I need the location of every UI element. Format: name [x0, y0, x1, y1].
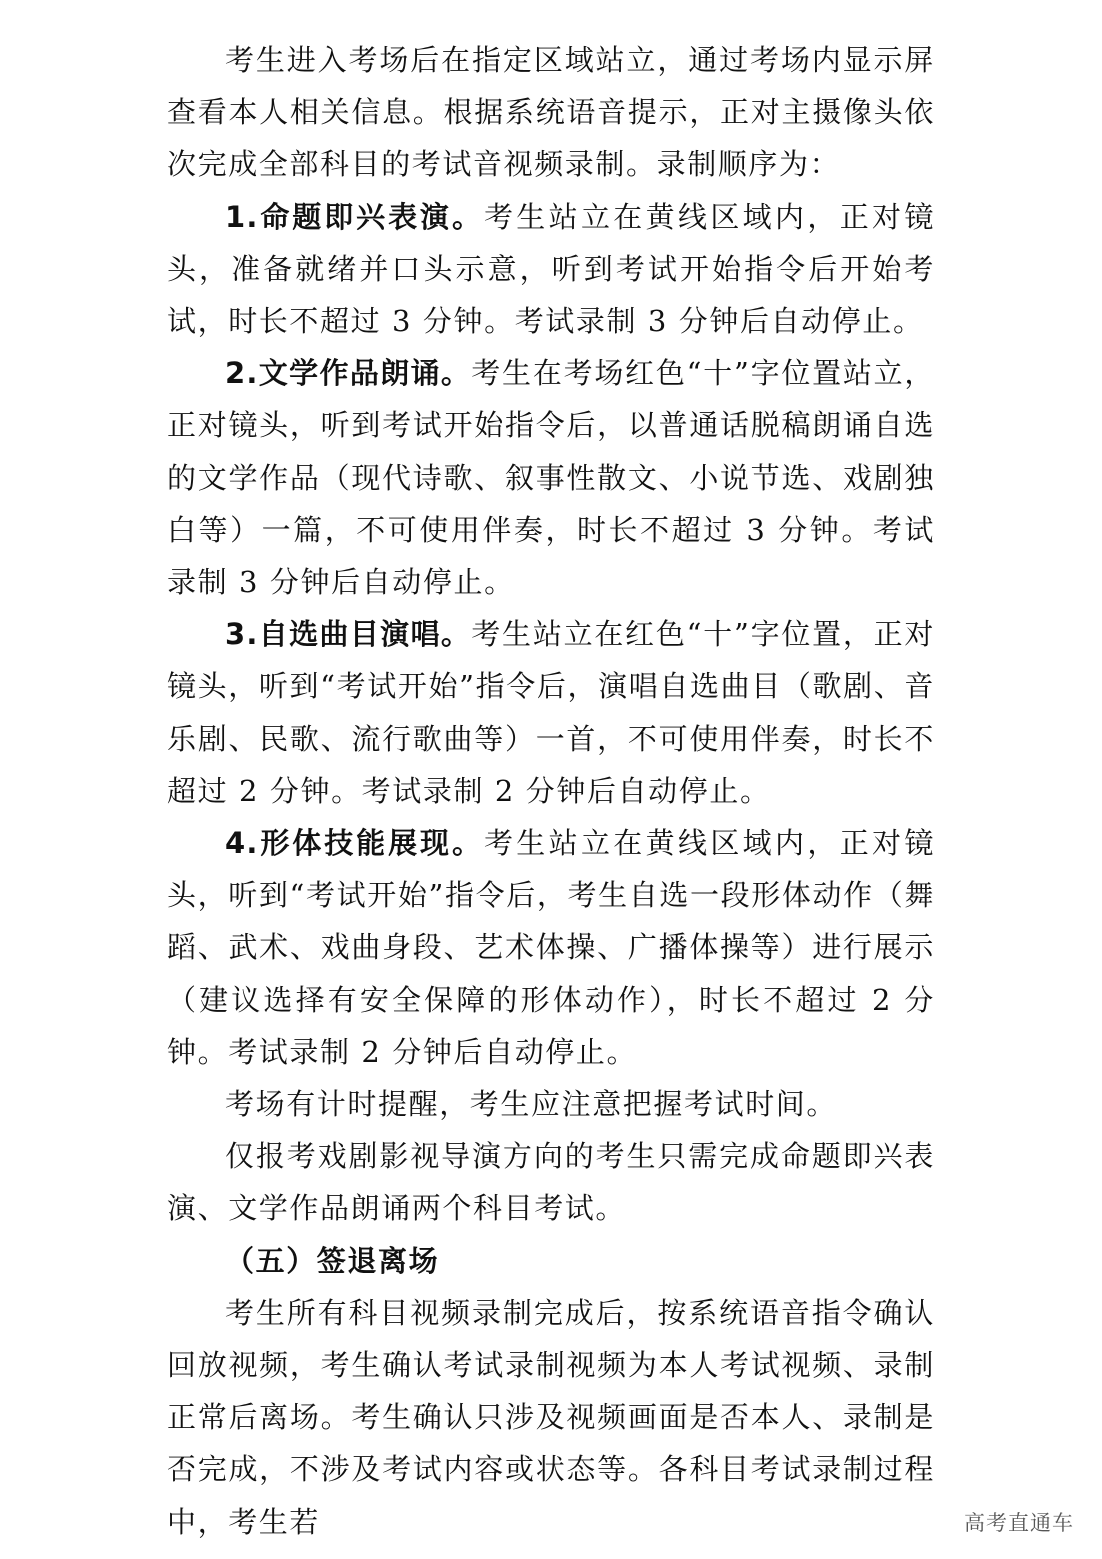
section-heading: （五）签退离场: [225, 1243, 440, 1278]
subject-1-text: 考生站立在黄线区域内，正对镜头，准备就绪并口头示意，听到考试开始指令后开始考试，时长不超过 3 分钟。考试录制 3 分钟后自动停止。: [167, 199, 935, 339]
subject-2-paragraph: [167, 347, 935, 608]
subject-4-paragraph: [167, 817, 935, 1078]
subject-3-text: 考生站立在红色“十”字位置，正对镜头，听到“考试开始”指令后，演唱自选曲目（歌剧、音乐剧、民歌、流行歌曲等）一首，不可使用伴奏，时长不超过 2 分钟。考试录制 2 分钟后自动停止。: [167, 617, 935, 808]
timing-reminder-paragraph: 考场有计时提醒，考生应注意把握考试时间。: [225, 1087, 838, 1122]
document-body: [167, 34, 935, 1548]
subject-4-title: 4.形体技能展现。: [225, 826, 484, 861]
subject-4-text: 考生站立在黄线区域内，正对镜头，听到“考试开始”指令后，考生自选一段形体动作（舞蹈、武术、戏曲身段、艺术体操、广播体操等）进行展示（建议选择有安全保障的形体动作），时长不超过 2 分钟。考试录制 2 分钟后自动停止。: [167, 826, 935, 1069]
subject-3-title: 3.自选曲目演唱。: [225, 617, 472, 652]
subject-1-paragraph: [167, 191, 935, 348]
subject-2-title: 2.文学作品朗诵。: [225, 356, 472, 391]
watermark: 高考直通车: [964, 1511, 1074, 1535]
closing-paragraph: 考生所有科目视频录制完成后，按系统语音指令确认回放视频，考生确认考试录制视频为本人考试视频、录制正常后离场。考生确认只涉及视频画面是否本人、录制是否完成，不涉及考试内容或状态等。各科目考试录制过程中，考生若: [167, 1295, 935, 1539]
subject-1-title: 1.命题即兴表演。: [225, 199, 484, 234]
intro-paragraph: 考生进入考场后在指定区域站立，通过考场内显示屏查看本人相关信息。根据系统语音提示，正对主摄像头依次完成全部科目的考试音视频录制。录制顺序为：: [167, 43, 935, 182]
subject-3-paragraph: [167, 608, 935, 817]
subject-2-text: 考生在考场红色“十”字位置站立，正对镜头，听到考试开始指令后，以普通话脱稿朗诵自选的文学作品（现代诗歌、叙事性散文、小说节选、戏剧独白等）一篇，不可使用伴奏，时长不超过 3 分钟。考试录制 3 分钟后自动停止。: [167, 356, 935, 600]
director-note-paragraph: 仅报考戏剧影视导演方向的考生只需完成命题即兴表演、文学作品朗诵两个科目考试。: [167, 1139, 935, 1226]
